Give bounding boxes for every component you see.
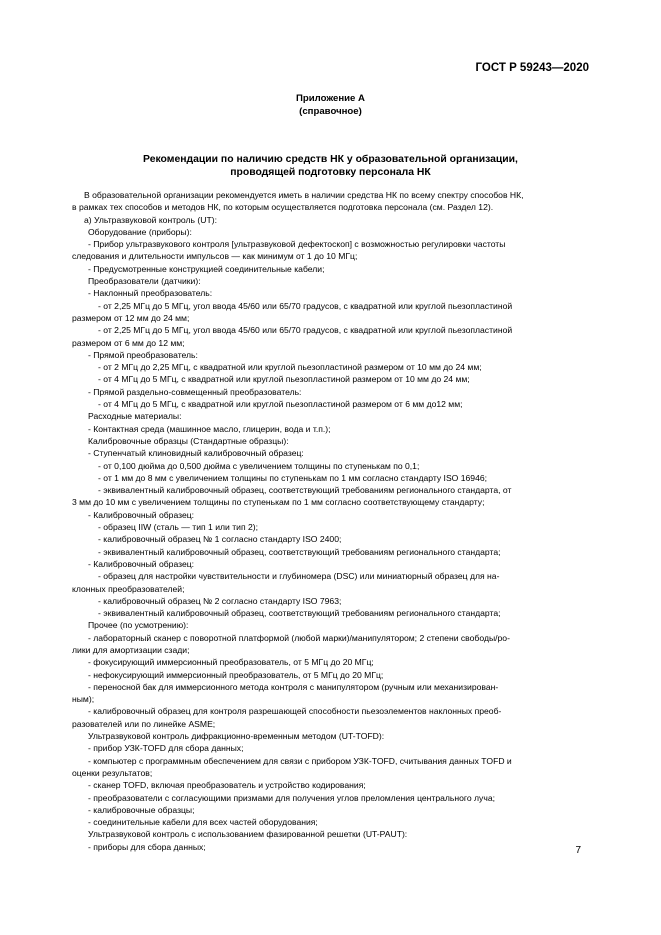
text-line: Калибровочные образцы (Стандартные образцы): (88, 435, 289, 446)
document-body (72, 189, 587, 853)
text-line: - калибровочный образец № 2 согласно стандарту ISO 7963; (98, 595, 342, 606)
text-line: - нефокусирующий иммерсионный преобразователь, от 5 МГц до 20 МГц; (88, 669, 384, 680)
annex-subtitle: (справочное) (299, 106, 362, 117)
text-line: лики для амортизации сзади; (72, 644, 190, 655)
text-line: - преобразователи с согласующими призмами для получения углов преломления центрального луча; (88, 792, 495, 803)
text-line: а) Ультразвуковой контроль (UT): (84, 214, 217, 225)
page-number: 7 (575, 845, 581, 856)
text-line: разователей или по линейке ASME; (72, 718, 216, 729)
text-line: - Прямой преобразователь: (88, 349, 198, 360)
text-line: Оборудование (приборы): (88, 226, 192, 237)
text-line: В образовательной организации рекомендуется иметь в наличии средства НК по всему спектру способов НК, (84, 190, 524, 200)
text-line: - от 0,100 дюйма до 0,500 дюйма с увеличением толщины по ступенькам по 0,1; (98, 460, 420, 471)
text-line: - Прибор ультразвукового контроля [ультразвуковой дефектоскоп] с возможностью регулировки частоты (88, 239, 506, 250)
text-line: - переносной бак для иммерсионного метода контроля с манипулятором (ручным или механизирован- (88, 681, 499, 692)
text-line: - Наклонный преобразователь: (88, 288, 213, 299)
text-line: Преобразователи (датчики): (88, 276, 201, 287)
text-line: - компьютер с программным обеспечением для связи с прибором УЗК-TOFD, считывания данных TOFD и (88, 755, 512, 766)
text-line: - от 2,25 МГц до 5 МГц, угол ввода 45/60 или 65/70 градусов, с квадратной или круглой пьезопластиной (98, 325, 513, 336)
text-line: Прочее (по усмотрению): (88, 620, 189, 631)
text-line: - эквивалентный калибровочный образец, соответствующий требованиям регионального стандарта; (98, 546, 501, 557)
text-line: размером от 12 мм до 24 мм; (72, 312, 190, 323)
text-line: Ультразвуковой контроль дифракционно-временным методом (UT-TOFD): (88, 731, 385, 742)
text-line: размером от 6 мм до 12 мм; (72, 337, 185, 348)
text-line: - эквивалентный калибровочный образец, соответствующий требованиям регионального стандарта, от (98, 485, 512, 496)
text-line: ным); (72, 694, 95, 705)
text-line: - прибор УЗК-TOFD для сбора данных; (88, 743, 244, 754)
text-line: следования и длительности импульсов — как минимум от 1 до 10 МГц; (72, 251, 358, 262)
standard-header: ГОСТ Р 59243—2020 (475, 62, 589, 74)
text-line: - Прямой раздельно-совмещенный преобразователь: (88, 386, 302, 397)
text-line: клонных преобразователей; (72, 583, 185, 594)
text-line: - эквивалентный калибровочный образец, соответствующий требованиям регионального стандарта; (98, 608, 501, 619)
text-line: - Предусмотренные конструкцией соединительные кабели; (88, 263, 325, 274)
text-line: - калибровочный образец для контроля разрешающей способности пьезоэлементов наклонных преоб- (88, 706, 502, 717)
section-title-line-2: проводящей подготовку персонала НК (230, 167, 431, 178)
text-line: - Ступенчатый клиновидный калибровочный образец: (88, 448, 304, 459)
text-line: - лабораторный сканер с поворотной платформой (любой марки)/манипулятором; 2 степени свободы/ро- (88, 632, 510, 643)
annex-heading (0, 92, 661, 118)
text-line: - соединительные кабели для всех частей оборудования; (88, 817, 318, 828)
text-line: - Калибровочный образец: (88, 509, 195, 520)
section-heading (0, 153, 661, 179)
text-line: - от 4 МГц до 5 МГц, с квадратной или круглой пьезопластиной размером от 6 мм до12 мм; (98, 399, 463, 410)
text-line: - от 4 МГц до 5 МГц, с квадратной или круглой пьезопластиной размером от 10 мм до 24 мм; (98, 374, 470, 385)
text-line: в рамках тех способов и методов НК, по которым осуществляется подготовка персонала (см. Раздел 12). (72, 202, 494, 213)
text-line: - Калибровочный образец: (88, 558, 195, 569)
text-line: - от 1 мм до 8 мм с увеличением толщины по ступенькам по 1 мм согласно стандарту ISO 16946; (98, 472, 488, 483)
text-line: - калибровочные образцы; (88, 804, 195, 815)
text-line: - от 2,25 МГц до 5 МГц, угол ввода 45/60 или 65/70 градусов, с квадратной или круглой пьезопластиной (98, 300, 513, 311)
text-line: - сканер TOFD, включая преобразователь и устройство кодирования; (88, 780, 366, 791)
text-line: - от 2 МГц до 2,25 МГц, с квадратной или круглой пьезопластиной размером от 10 мм до 24 мм; (98, 362, 482, 373)
text-line: - калибровочный образец № 1 согласно стандарту ISO 2400; (98, 534, 342, 545)
text-line: Расходные материалы: (88, 411, 182, 422)
text-line: оценки результатов; (72, 767, 153, 778)
text-line: 3 мм до 10 мм с увеличением толщины по ступенькам по 1 мм согласно соответствующему стандарту; (72, 497, 485, 508)
text-line: - Контактная среда (машинное масло, глицерин, вода и т.п.); (88, 423, 331, 434)
section-title-line-1: Рекомендации по наличию средств НК у образовательной организации, (143, 154, 518, 165)
text-line: - образец для настройки чувствительности и глубиномера (DSC) или миниатюрный образец для на- (98, 571, 500, 582)
text-line: - образец IIW (сталь — тип 1 или тип 2); (98, 522, 259, 533)
annex-title: Приложение А (296, 93, 365, 104)
text-line: - приборы для сбора данных; (88, 841, 206, 852)
text-line: Ультразвуковой контроль с использованием фазированной решетки (UT-PAUT): (88, 829, 408, 840)
text-line: - фокусирующий иммерсионный преобразователь, от 5 МГц до 20 МГц; (88, 657, 374, 668)
